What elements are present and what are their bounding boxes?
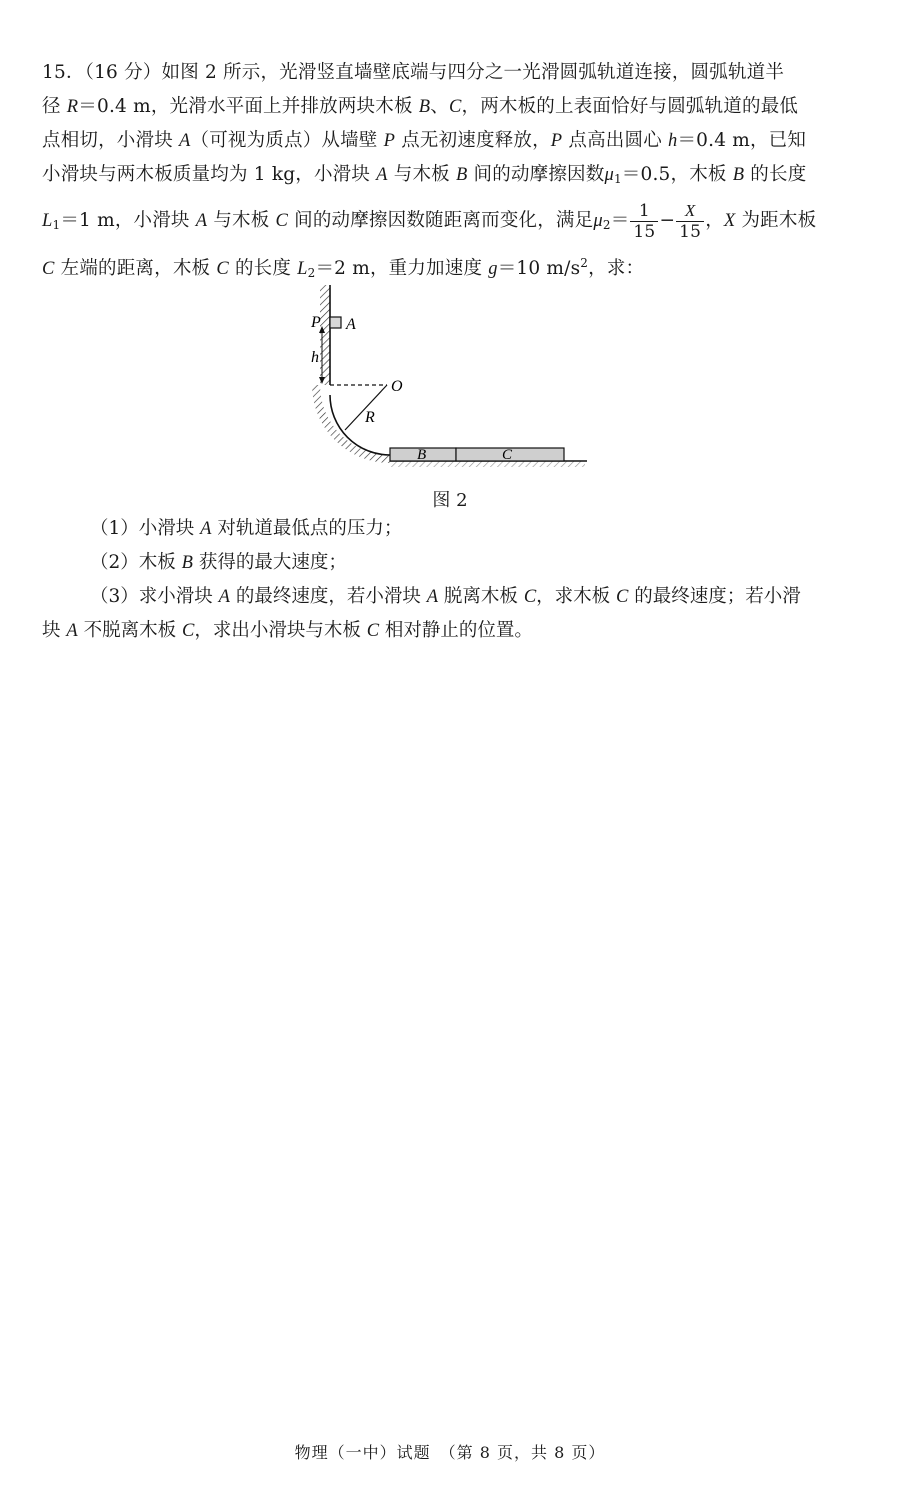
symbol-C: C [366, 621, 380, 641]
text-run: 为距木板 [735, 210, 817, 231]
text-run: ，求出小滑块与木板 [194, 620, 367, 641]
text-run: 径 [42, 96, 67, 117]
text-run: （1）小滑块 [90, 518, 201, 539]
symbol-C: C [448, 97, 462, 117]
symbol-L: L [42, 211, 53, 231]
label-r: R [365, 409, 375, 426]
text-run: ，求： [588, 258, 645, 279]
symbol-P: P [383, 131, 396, 151]
text-run: ＝10 m/s [497, 258, 581, 279]
text-run: ，求木板 [536, 586, 617, 607]
symbol-C: C [616, 587, 629, 607]
symbol-L: L [297, 259, 308, 279]
label-a: A [346, 316, 356, 333]
text-run: 与木板 [387, 164, 456, 185]
label-o: O [391, 378, 403, 395]
fraction-numerator: X [676, 201, 704, 222]
text-run: 相对静止的位置。 [379, 620, 533, 641]
symbol-C: C [216, 259, 229, 279]
text-run: 左端的距离，木板 [54, 258, 217, 279]
page-footer: 物理（一中）试题 （第 8 页，共 8 页） [294, 1443, 606, 1462]
subscript: 2 [602, 218, 611, 232]
text-run: 间的动摩擦因数 [467, 164, 605, 185]
text-run: 对轨道最低点的压力； [211, 518, 403, 539]
text-run: 获得的最大速度； [192, 552, 347, 573]
text-run: 不脱离木板 [77, 620, 182, 641]
text-run: 点无初速度释放， [395, 130, 551, 151]
symbol-C: C [181, 621, 195, 641]
subscript: 2 [307, 266, 316, 280]
label-b: B [417, 447, 427, 463]
text-run: ，两木板的上表面恰好与圆弧轨道的最低 [461, 96, 799, 117]
symbol-mu: μ [593, 211, 603, 231]
symbol-C: C [523, 587, 537, 607]
symbol-B: B [181, 553, 193, 573]
text-run: 、 [430, 96, 449, 117]
label-h: h [311, 349, 319, 366]
symbol-C: C [275, 211, 289, 231]
subscript: 1 [613, 172, 622, 186]
text-run: ＝1 m，小滑块 [60, 210, 196, 231]
fraction-denominator: 15 [633, 221, 656, 242]
text-run: ＝0.4 m，已知 [677, 130, 807, 151]
text-run: （可视为质点）从墙壁 [190, 130, 384, 151]
fraction-1-over-15 [630, 201, 658, 242]
label-p: P [311, 314, 321, 331]
problem-line-5 [42, 196, 862, 246]
fraction-numerator: 1 [630, 201, 658, 222]
symbol-A: A [426, 587, 439, 607]
symbol-h: h [667, 131, 678, 151]
text-run: 的最终速度；若小滑 [628, 586, 801, 607]
label-c: C [502, 447, 513, 463]
text-run: 块 [42, 620, 67, 641]
symbol-A: A [66, 621, 78, 641]
symbol-A: A [200, 519, 212, 539]
text-run: 点高出圆心 [562, 130, 668, 151]
subscript: 1 [52, 218, 61, 232]
text-run: （2）木板 [90, 552, 182, 573]
text-run: ＝2 m，重力加速度 [315, 258, 489, 279]
symbol-P: P [550, 131, 563, 151]
symbol-A: A [376, 165, 388, 185]
problem-line-2 [42, 90, 862, 124]
text-run: 间的动摩擦因数随距离而变化，满足 [288, 210, 594, 231]
symbol-g: g [488, 259, 498, 279]
track-diagram-svg [295, 280, 595, 475]
text-run: （3）求小滑块 [90, 586, 219, 607]
text-run: ， [705, 210, 724, 231]
fraction-denominator: 15 [679, 221, 702, 242]
text-run: ＝0.4 m，光滑水平面上并排放两块木板 [78, 96, 419, 117]
minus-sign: − [659, 210, 676, 231]
symbol-R: R [66, 97, 79, 117]
symbol-mu: μ [604, 165, 614, 185]
figure-2-diagram [295, 280, 595, 475]
problem-line-1 [42, 56, 862, 90]
text-run: ＝0.5，木板 [621, 164, 733, 185]
question-list [42, 512, 862, 648]
fraction-x-over-15 [676, 201, 704, 242]
symbol-X: X [723, 211, 736, 231]
arc-track [330, 395, 390, 455]
symbol-B: B [732, 165, 745, 185]
question-3-continued [42, 614, 862, 648]
symbol-C: C [42, 259, 55, 279]
text-run: 15．（16 分）如图 2 所示，光滑竖直墙壁底端与四分之一光滑圆弧轨道连接，圆弧轨道半 [42, 62, 785, 83]
symbol-A: A [195, 211, 208, 231]
text-run: 点相切，小滑块 [42, 130, 179, 151]
superscript: 2 [580, 256, 589, 270]
symbol-A: A [218, 587, 230, 607]
block-a [330, 317, 341, 328]
text-run: 的长度 [228, 258, 298, 279]
symbol-B: B [418, 97, 431, 117]
problem-statement [42, 56, 862, 290]
text-run: 的最终速度，若小滑块 [229, 586, 427, 607]
text-run: 脱离木板 [438, 586, 524, 607]
text-run: 的长度 [744, 164, 807, 185]
symbol-B: B [455, 165, 468, 185]
problem-paragraph [42, 56, 862, 290]
question-3 [42, 580, 862, 614]
problem-line-4 [42, 158, 862, 196]
problem-line-3 [42, 124, 862, 158]
text-run: 与木板 [207, 210, 276, 231]
text-run: 小滑块与两木板质量均为 1 kg，小滑块 [42, 164, 377, 185]
symbol-A: A [178, 131, 191, 151]
equals-sign: ＝ [610, 210, 630, 231]
figure-caption: 图 2 [432, 490, 468, 511]
question-2 [42, 546, 862, 580]
question-1 [42, 512, 862, 546]
